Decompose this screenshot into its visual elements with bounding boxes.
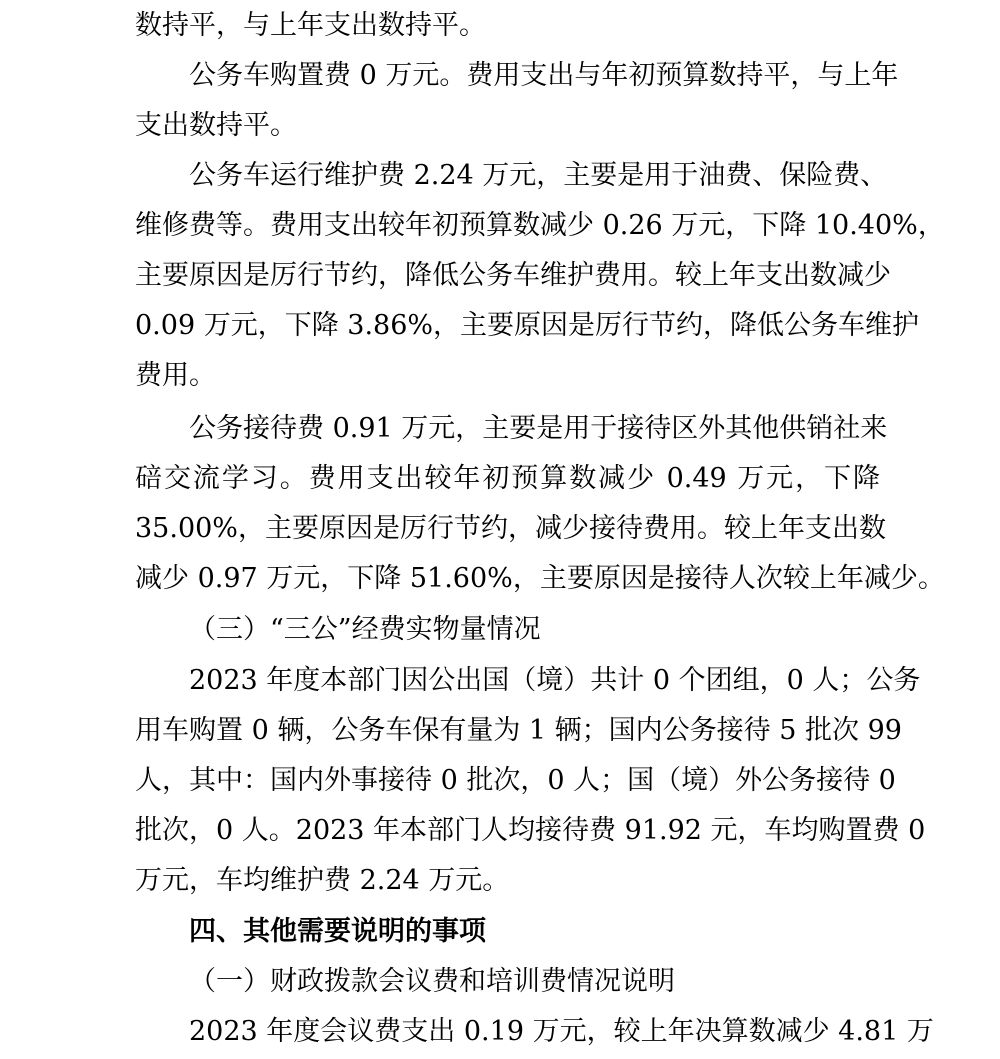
paragraph-line: 2023 年度本部门因公出国（境）共计 0 个团组，0 人；公务 (189, 665, 921, 696)
paragraph-line: 公务接待费 0.91 万元，主要是用于接待区外其他供销社来 (189, 413, 888, 444)
paragraph-line: 2023 年度会议费支出 0.19 万元，较上年决算数减少 4.81 万 (189, 1016, 934, 1047)
text-line: 人，其中：国内外事接待 0 批次，0 人；国（境）外公务接待 0 (135, 765, 896, 796)
text-line: 0.09 万元，下降 3.86%，主要原因是厉行节约，降低公务车维护 (135, 310, 920, 341)
section-heading: （三）“三公”经费实物量情况 (189, 614, 541, 645)
text-line: 支出数持平。 (135, 110, 297, 141)
paragraph-line: 公务车购置费 0 万元。费用支出与年初预算数持平，与上年 (189, 60, 899, 91)
text-line: 维修费等。费用支出较年初预算数减少 0.26 万元，下降 10.40%， (135, 210, 945, 241)
text-line: 碚交流学习。费用支出较年初预算数减少 0.49 万元，下降 (135, 463, 880, 494)
text-line: 万元，车均维护费 2.24 万元。 (135, 865, 510, 896)
subsection-heading: （一）财政拨款会议费和培训费情况说明 (189, 966, 675, 997)
text-line: 主要原因是厉行节约，降低公务车维护费用。较上年支出数减少 (135, 260, 891, 291)
text-line: 费用。 (135, 360, 216, 391)
text-line: 批次，0 人。2023 年本部门人均接待费 91.92 元，车均购置费 0 (135, 815, 926, 846)
text-line: 数持平，与上年支出数持平。 (135, 10, 486, 41)
main-heading: 四、其他需要说明的事项 (189, 916, 486, 947)
text-line: 用车购置 0 辆，公务车保有量为 1 辆；国内公务接待 5 批次 99 (135, 715, 902, 746)
text-line: 35.00%，主要原因是厉行节约，减少接待费用。较上年支出数 (135, 513, 886, 544)
text-line: 减少 0.97 万元，下降 51.60%，主要原因是接待人次较上年减少。 (135, 563, 945, 594)
paragraph-line: 公务车运行维护费 2.24 万元，主要是用于油费、保险费、 (189, 160, 888, 191)
